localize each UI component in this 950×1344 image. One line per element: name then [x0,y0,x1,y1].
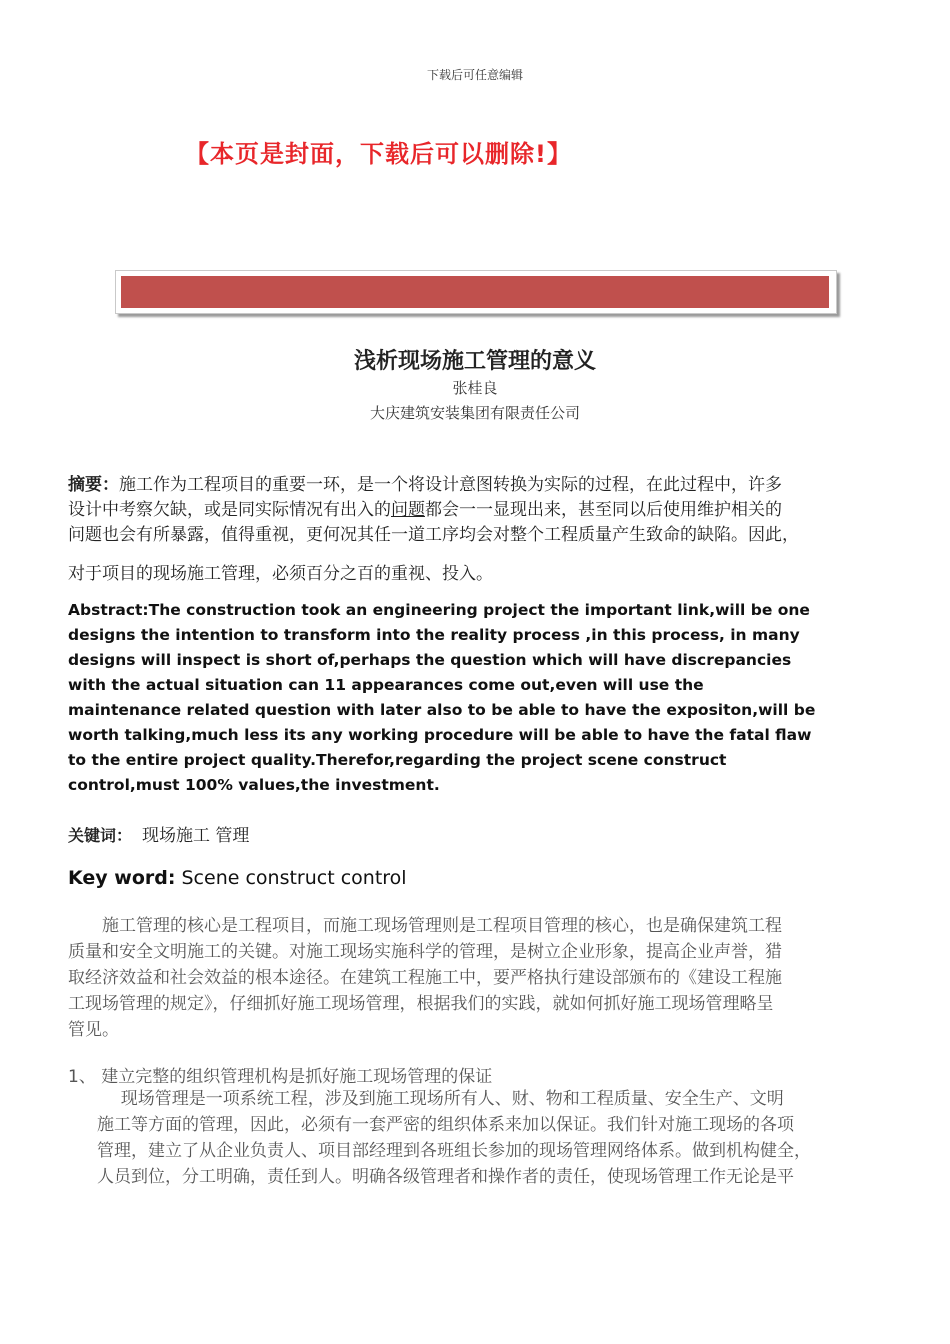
abstract-label: 摘要： [68,475,119,495]
abstract-en-line: designs will inspect is short of,perhaps the question which will have discrepancies [68,651,792,669]
abstract-line: 问题也会有所暴露，值得重视，更何况其任一道工序均会对整个工程质量产生致命的缺陷。因此， [68,525,799,545]
section-line: 施工等方面的管理，因此，必须有一套严密的组织体系来加以保证。我们针对施工现场的各项 [97,1115,794,1135]
abstract-line: 施工作为工程项目的重要一环，是一个将设计意图转换为实际的过程，在此过程中，许多 [119,475,782,495]
keywords-cn [68,821,249,846]
keywords-en-value: Scene construct control [175,867,407,889]
intro-line: 管见。 [68,1020,119,1040]
section-line: 人员到位，分工明确，责任到人。明确各级管理者和操作者的责任，使现场管理工作无论是平 [97,1167,794,1187]
author-name: 张桂良 [452,379,498,397]
section-heading-text: 、 建立完整的组织管理机构是抓好施工现场管理的保证 [78,1067,493,1087]
abstract-en-line: designs the intention to transform into the reality process ,in this process, in many [68,626,800,644]
keywords-en [68,867,407,889]
abstract-line: 设计中考察欠缺，或是同实际情况有出入的 [68,500,391,520]
abstract-line: 对于项目的现场施工管理，必须百分之百的重视、投入。 [68,564,493,584]
abstract-cn [68,473,886,548]
abstract-en-line: to the entire project quality.Therefor,regarding the project scene construct [68,751,727,769]
section-line: 管理，建立了从企业负责人、项目部经理到各班组长参加的现场管理网络体系。做到机构健全， [97,1141,811,1161]
section-number: 1 [68,1067,79,1087]
abstract-cn-last [68,562,886,587]
section-1-heading [68,1062,492,1087]
intro-line: 工现场管理的规定》，仔细抓好施工现场管理，根据我们的实践，就如何抓好施工现场管理略呈 [68,994,774,1014]
intro-paragraph [68,913,886,1043]
keywords-cn-label: 关键词： [68,826,133,845]
section-line: 现场管理是一项系统工程，涉及到施工现场所有人、财、物和工程质量、安全生产、文明 [120,1089,784,1109]
abstract-en-line: control,must 100% values,the investment. [68,776,440,794]
decorative-banner [115,270,837,314]
author-organization: 大庆建筑安装集团有限责任公司 [369,404,580,422]
intro-line: 质量和安全文明施工的关键。对施工现场实施科学的管理，是树立企业形象，提高企业声誉，猎 [68,942,782,962]
keywords-cn-value: 现场施工 管理 [142,826,250,846]
cover-notice: 【本页是封面，下载后可以删除!】 [185,140,572,168]
banner-bar [121,276,829,308]
abstract-en-line: Abstract:The construction took an engineering project the important link,will be one [68,601,810,619]
section-1-body [97,1086,890,1190]
intro-line: 取经济效益和社会效益的根本途径。在建筑工程施工中，要严格执行建设部颁布的《建设工程施 [68,968,782,988]
abstract-en [68,598,886,798]
abstract-en-line: maintenance related question with later also to be able to have the expositon,will be [68,701,816,719]
document-title: 浅析现场施工管理的意义 [353,348,596,374]
underlined-word: 问题 [391,500,425,520]
abstract-line: 都会一一显现出来，甚至同以后使用维护相关的 [425,500,782,520]
keywords-en-label: Key word: [68,867,176,889]
abstract-en-line: worth talking,much less its any working procedure will be able to have the fatal flaw [68,726,812,744]
abstract-en-line: with the actual situation can 11 appearances come out,even will use the [68,676,704,694]
header-note: 下载后可任意编辑 [426,68,523,82]
intro-line: 施工管理的核心是工程项目，而施工现场管理则是工程项目管理的核心，也是确保建筑工程 [102,916,782,936]
